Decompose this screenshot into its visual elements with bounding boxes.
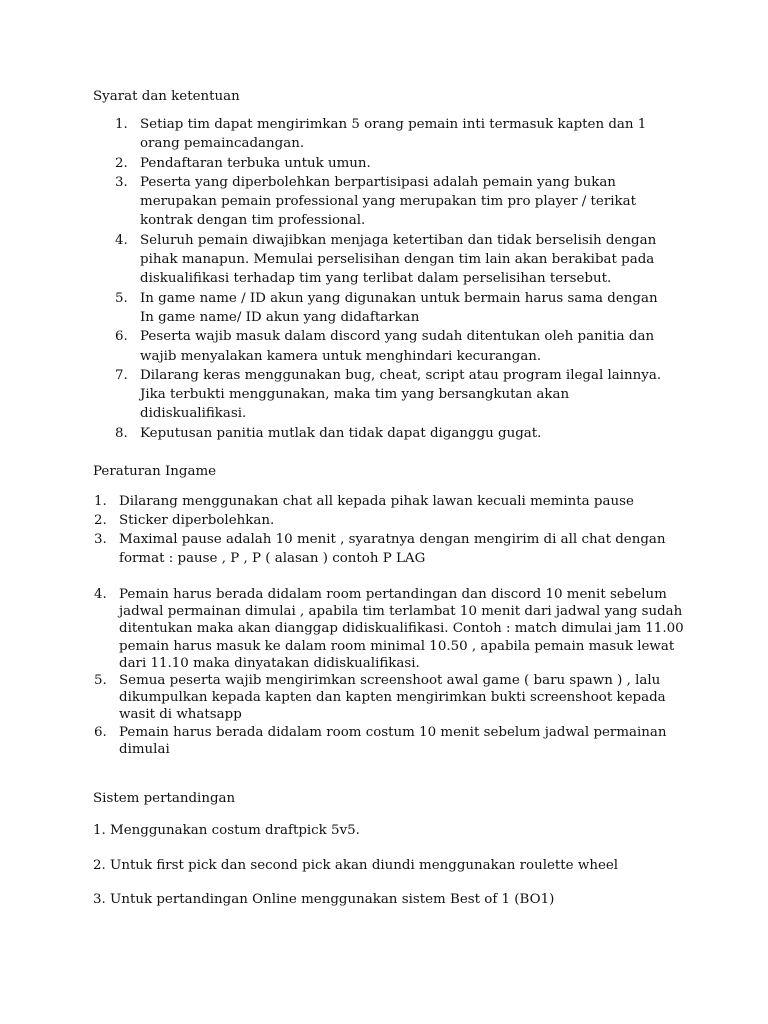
ingame-rules-list-b: [94, 586, 684, 758]
list-item: 5. Semua peserta wajib mengirimkan screenshoot awal game ( baru spawn ) , lalu dikumpulkan kepada kapten dan kapten mengirimkan bukti screenshoot kepada wasit di whatsapp: [94, 673, 666, 723]
list-item: 8. Keputusan panitia mutlak dan tidak dapat diganggu gugat.: [115, 425, 542, 441]
section-heading-peraturan: Peraturan Ingame: [93, 464, 217, 479]
list-item-text: Pemain harus berada didalam room costum 10 menit sebelum jadwal permainan dimulai: [119, 724, 667, 757]
list-item: 1. Dilarang menggunakan chat all kepada pihak lawan kecuali meminta pause: [94, 494, 634, 509]
list-item: 1. Setiap tim dapat mengirimkan 5 orang pemain inti termasuk kapten dan 1 orang pemaincadangan.: [115, 117, 647, 152]
list-item-text: In game name / ID akun yang digunakan untuk bermain harus sama dengan In game name/ ID akun yang didaftarkan: [140, 290, 658, 325]
list-item: 4. Seluruh pemain diwajibkan menjaga ketertiban dan tidak berselisih dengan pihak manapun. Memulai perselisihan dengan tim lain akan berakibat pada diskualifikasi terhadap tim yang terlibat dalam perselisihan tersebut.: [115, 232, 657, 287]
terms-list: [115, 115, 675, 443]
ingame-rules-list-a: [94, 492, 684, 568]
match-system-line: 2. Untuk first pick dan second pick akan diundi menggunakan roulette wheel: [93, 858, 619, 873]
list-item: 6. Peserta wajib masuk dalam discord yang sudah ditentukan oleh panitia dan wajib menyalakan kamera untuk menghindari kecurangan.: [115, 329, 655, 364]
list-item-text: Keputusan panitia mutlak dan tidak dapat diganggu gugat.: [140, 425, 542, 441]
list-item-text: Setiap tim dapat mengirimkan 5 orang pemain inti termasuk kapten dan 1 orang pemaincadangan.: [140, 117, 647, 152]
match-system-line: 3. Untuk pertandingan Online menggunakan sistem Best of 1 (BO1): [93, 892, 555, 907]
list-item: 2. Sticker diperbolehkan.: [94, 513, 275, 528]
list-item-text: Pemain harus berada didalam room pertandingan dan discord 10 menit sebelum jadwal permainan dimulai , apabila tim terlambat 10 menit dari jadwal yang sudah ditentukan maka akan dianggap didiskualifikasi. Contoh : match dimulai jam 11.00 pemain harus masuk ke dalam room minimal 10.50 , apabila pemain masuk lewat dari 11.10 maka dinyatakan didiskualifikasi.: [119, 587, 684, 671]
list-item: 6. Pemain harus berada didalam room costum 10 menit sebelum jadwal permainan dimulai: [94, 724, 667, 757]
list-item-text: Dilarang menggunakan chat all kepada pihak lawan kecuali meminta pause: [119, 494, 634, 509]
section-heading-syarat: Syarat dan ketentuan: [93, 89, 240, 104]
list-item: 4. Pemain harus berada didalam room pertandingan dan discord 10 menit sebelum jadwal permainan dimulai , apabila tim terlambat 10 menit dari jadwal yang sudah ditentukan maka akan dianggap didiskualifikasi. Contoh : match dimulai jam 11.00 pemain harus masuk ke dalam room minimal 10.50 , apabila pemain masuk lewat dari 11.10 maka dinyatakan didiskualifikasi.: [94, 587, 684, 671]
list-item: 3. Peserta yang diperbolehkan berpartisipasi adalah pemain yang bukan merupakan pemain professional yang merupakan tim pro player / terikat kontrak dengan tim professional.: [115, 174, 636, 229]
section-heading-sistem: Sistem pertandingan: [93, 791, 236, 806]
list-item: 7. Dilarang keras menggunakan bug, cheat, script atau program ilegal lainnya. Jika terbukti menggunakan, maka tim yang bersangkutan akan didiskualifikasi.: [115, 367, 662, 422]
list-item: 5. In game name / ID akun yang digunakan untuk bermain harus sama dengan In game name/ ID akun yang didaftarkan: [115, 290, 658, 325]
list-item-text: Peserta wajib masuk dalam discord yang sudah ditentukan oleh panitia dan wajib menyalakan kamera untuk menghindari kecurangan.: [140, 329, 655, 364]
list-item: 2. Pendaftaran terbuka untuk umun.: [115, 155, 371, 171]
list-item-text: Sticker diperbolehkan.: [119, 513, 275, 528]
list-item-text: Semua peserta wajib mengirimkan screenshoot awal game ( baru spawn ) , lalu dikumpulkan kepada kapten dan kapten mengirimkan bukti screenshoot kepada wasit di whatsapp: [119, 673, 666, 723]
list-item-text: Seluruh pemain diwajibkan menjaga ketertiban dan tidak berselisih dengan pihak manapun. Memulai perselisihan dengan tim lain akan berakibat pada diskualifikasi terhadap tim yang terlibat dalam perselisihan tersebut.: [140, 232, 657, 287]
list-item-text: Peserta yang diperbolehkan berpartisipasi adalah pemain yang bukan merupakan pemain professional yang merupakan tim pro player / terikat kontrak dengan tim professional.: [140, 174, 636, 229]
match-system-line: 1. Menggunakan costum draftpick 5v5.: [93, 823, 360, 838]
list-item: 3. Maximal pause adalah 10 menit , syaratnya dengan mengirim di all chat dengan format : pause , P , P ( alasan ) contoh P LAG: [94, 532, 666, 566]
list-item-text: Maximal pause adalah 10 menit , syaratnya dengan mengirim di all chat dengan format : pause , P , P ( alasan ) contoh P LAG: [119, 532, 666, 566]
list-item-text: Dilarang keras menggunakan bug, cheat, script atau program ilegal lainnya. Jika terbukti menggunakan, maka tim yang bersangkutan akan didiskualifikasi.: [140, 367, 662, 422]
list-item-text: Pendaftaran terbuka untuk umun.: [140, 155, 371, 171]
